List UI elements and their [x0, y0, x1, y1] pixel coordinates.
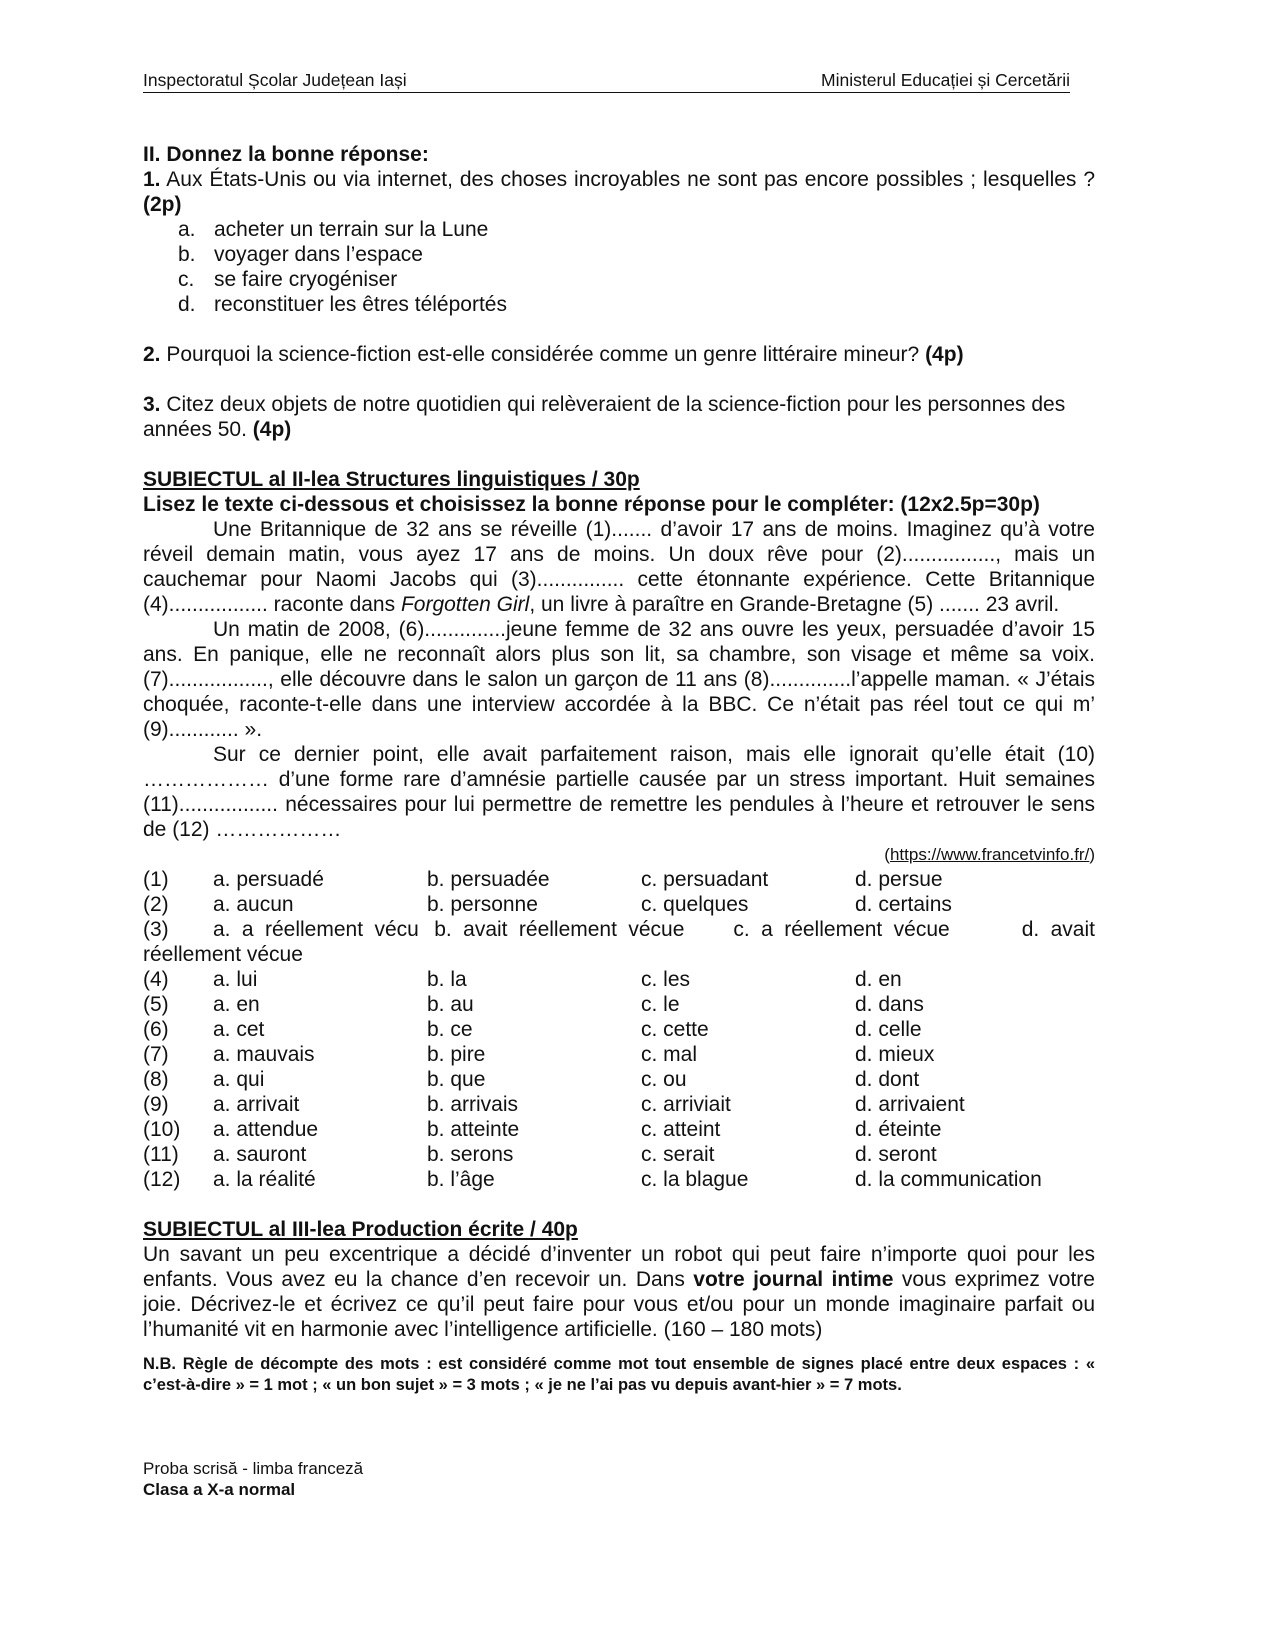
item-number: (3) [143, 918, 169, 941]
option-a: a. a réellement vécu [213, 918, 419, 941]
option-b: b. personne [427, 893, 538, 916]
subject-2-title: SUBIECTUL al II-lea Structures linguistiques / 30p [143, 468, 640, 491]
page-footer [143, 1458, 363, 1500]
option-b: b. serons [427, 1143, 514, 1166]
option-c: c. serait [641, 1143, 715, 1166]
options-row [143, 1017, 1095, 1042]
section-title: II. Donnez la bonne réponse: [143, 143, 429, 166]
option-b: b. que [427, 1068, 486, 1091]
subject-3-text: Un savant un peu excentrique a décidé d’inventer un robot qui peut faire n’importe quoi pour les enfants. Vous avez eu la chance d’en recevoir un. Dans votre journal intime vous exprimez votre joie. Décrivez-le et écrivez ce qu’il peut faire pour vous et/ou pour un monde imaginaire parfait ou l’humanité vit en harmonie avec l’intelligence artificielle. (160 – 180 mots) [143, 1243, 1095, 1341]
option-d: d. mieux [855, 1043, 935, 1066]
option-a: a. mauvais [213, 1043, 315, 1066]
option-c: c. atteint [641, 1118, 721, 1141]
option-letter: b. [178, 243, 196, 266]
option-b: b. avait réellement vécue [434, 918, 685, 941]
option-a: a. attendue [213, 1118, 319, 1141]
footer-line-1: Proba scrisă - limba franceză [143, 1459, 364, 1478]
subject-2-instruction: Lisez le texte ci-dessous et choisissez la bonne réponse pour le compléter: (12x2.5p=30p) [143, 493, 1040, 516]
text-paragraph-3: Sur ce dernier point, elle avait parfaitement raison, mais elle ignorait qu’elle était (10) ……………… d’une forme rare d’amnésie partielle causée par un stress important. Huit semaines (11)................. nécessaires pour lui permettre de remettre les pendules à l’heure et retrouver le sens de (12) ……………… [143, 743, 1095, 841]
option-c: c. le [641, 993, 680, 1016]
option-c: c. persuadant [641, 868, 769, 891]
options-row [143, 1117, 1095, 1142]
option-d: d. arrivaient [855, 1093, 965, 1116]
question-3: 3. Citez deux objets de notre quotidien qui relèveraient de la science-fiction pour les personnes des années 50. (4p) [143, 393, 1066, 441]
question-2: 2. Pourquoi la science-fiction est-elle considérée comme un genre littéraire mineur? (4p) [143, 343, 964, 366]
option-text: acheter un terrain sur la Lune [214, 218, 489, 241]
options-row [143, 967, 1095, 992]
options-row [143, 917, 1095, 967]
option-d: d. celle [855, 1018, 922, 1041]
option-c: c. cette [641, 1018, 709, 1041]
content [143, 142, 1095, 1396]
options-row [143, 1092, 1095, 1117]
item-number: (10) [143, 1118, 181, 1141]
option-text: se faire cryogéniser [214, 268, 398, 291]
option-d: d. dont [855, 1068, 920, 1091]
source-link[interactable]: https://www.francetvinfo.fr/ [889, 845, 1090, 864]
item-number: (8) [143, 1068, 169, 1091]
text-paragraph-1: Une Britannique de 32 ans se réveille (1)....... d’avoir 17 ans de moins. Imaginez qu’à votre réveil demain matin, vous ayez 17 ans de moins. Un doux rêve pour (2)................, mais un cauchemar pour Naomi Jacobs qui (3)............... cette étonnante expérience. Cette Britannique (4)................. raconte dans Forgotten Girl, un livre à paraître en Grande-Bretagne (5) ....... 23 avril. [143, 518, 1095, 616]
item-number: (9) [143, 1093, 169, 1116]
options-row [143, 892, 1095, 917]
option-text: voyager dans l’espace [214, 243, 423, 266]
option-d: d. en [855, 968, 902, 991]
option-b: b. arrivais [427, 1093, 519, 1116]
option-d: d. certains [855, 893, 952, 916]
option-c: c. mal [641, 1043, 698, 1066]
item-number: (4) [143, 968, 169, 991]
option-b: b. l’âge [427, 1168, 495, 1191]
item-number: (1) [143, 868, 169, 891]
options-row [143, 867, 1095, 892]
option-a: a. cet [213, 1018, 265, 1041]
option-a: a. arrivait [213, 1093, 300, 1116]
option-b: b. ce [427, 1018, 473, 1041]
header-left: Inspectoratul Școlar Județean Iași [143, 70, 407, 90]
option-a: a. lui [213, 968, 258, 991]
options-row [143, 1142, 1095, 1167]
option-c: c. arriviait [641, 1093, 731, 1116]
option-b: b. persuadée [427, 868, 550, 891]
options-table [143, 867, 1095, 1192]
option-d: d. seront [855, 1143, 937, 1166]
item-number: (5) [143, 993, 169, 1016]
options-row [143, 992, 1095, 1017]
answer-option [143, 217, 1095, 242]
option-a: a. aucun [213, 893, 294, 916]
question-1: 1. Aux États-Unis ou via internet, des choses incroyables ne sont pas encore possibles ; lesquelles ? (2p) [143, 168, 1095, 216]
option-letter: c. [178, 268, 195, 291]
option-b: b. la [427, 968, 467, 991]
option-text: reconstituer les êtres téléportés [214, 293, 507, 316]
option-d: d. la communication [855, 1168, 1042, 1191]
option-d: d. avait réellement vécue [143, 918, 1095, 966]
options-row [143, 1167, 1095, 1192]
item-number: (2) [143, 893, 169, 916]
answer-option [143, 267, 1095, 292]
footer-line-2: Clasa a X-a normal [143, 1480, 296, 1499]
option-d: d. persue [855, 868, 943, 891]
option-a: a. sauront [213, 1143, 307, 1166]
option-a: a. la réalité [213, 1168, 316, 1191]
text-paragraph-2: Un matin de 2008, (6)..............jeune femme de 32 ans ouvre les yeux, persuadée d’avoir 15 ans. En panique, elle ne reconnaît alors plus son lit, sa chambre, son visage et même sa voix. (7)................., elle découvre dans le salon un garçon de 11 ans (8)..............l’appelle maman. « J’étais choquée, raconte-t-elle dans une interview accordée à la BBC. Ce n’était pas réel tout ce qui m’ (9)............ ». [143, 618, 1095, 741]
option-letter: a. [178, 218, 196, 241]
question-1-options [143, 217, 1095, 317]
option-c: c. quelques [641, 893, 749, 916]
option-b: b. atteinte [427, 1118, 520, 1141]
item-number: (12) [143, 1168, 181, 1191]
option-c: c. ou [641, 1068, 687, 1091]
option-a: a. en [213, 993, 260, 1016]
option-b: b. au [427, 993, 474, 1016]
page-header [143, 70, 1070, 93]
option-d: d. éteinte [855, 1118, 942, 1141]
options-row [143, 1067, 1095, 1092]
option-a: a. persuadé [213, 868, 324, 891]
option-a: a. qui [213, 1068, 265, 1091]
option-c: c. les [641, 968, 691, 991]
item-number: (7) [143, 1043, 169, 1066]
header-right: Ministerul Educației și Cercetării [821, 70, 1070, 90]
word-count-note: N.B. Règle de décompte des mots : est considéré comme mot tout ensemble de signes placé entre deux espaces : « c’est-à-dire » = 1 mot ; « un bon sujet » = 3 mots ; « je ne l’ai pas vu depuis avant-hier » = 7 mots. [143, 1355, 1095, 1394]
source: (https://www.francetvinfo.fr/) [884, 845, 1095, 864]
item-number: (6) [143, 1018, 169, 1041]
answer-option [143, 292, 1095, 317]
option-b: b. pire [427, 1043, 486, 1066]
answer-option [143, 242, 1095, 267]
item-number: (11) [143, 1143, 179, 1166]
option-c: c. a réellement vécue [733, 918, 950, 941]
option-d: d. dans [855, 993, 924, 1016]
option-letter: d. [178, 293, 196, 316]
subject-3-title: SUBIECTUL al III-lea Production écrite / 40p [143, 1218, 578, 1241]
option-c: c. la blague [641, 1168, 749, 1191]
options-row [143, 1042, 1095, 1067]
